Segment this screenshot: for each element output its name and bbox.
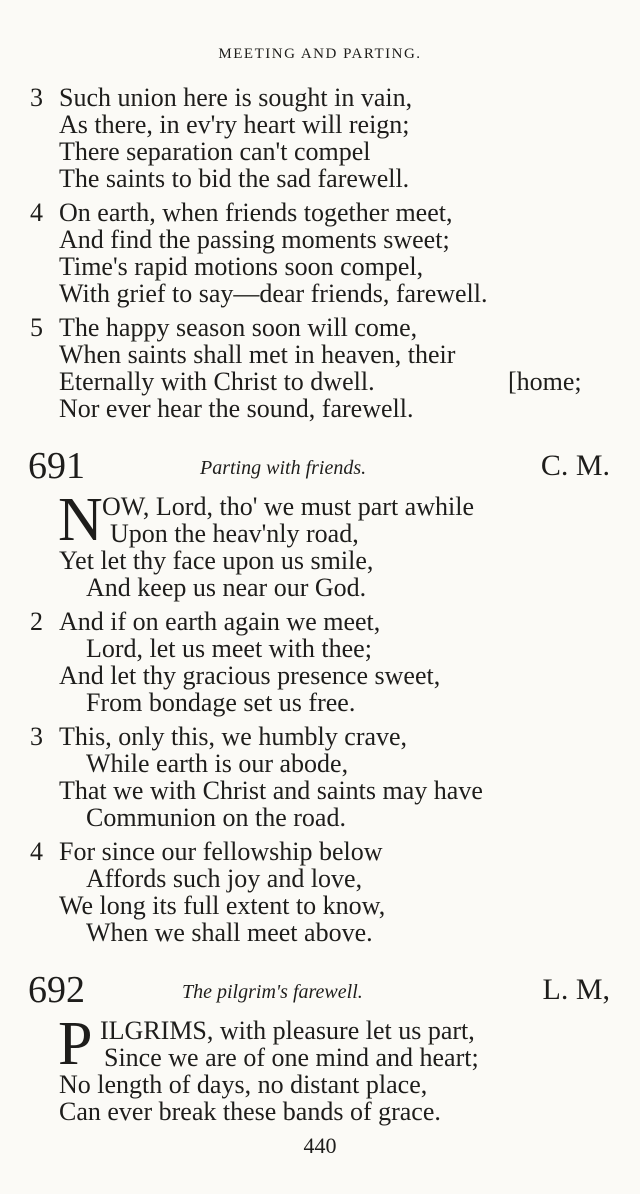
verse-line: Eternally with Christ to dwell. — [59, 367, 375, 396]
verse-line: Yet let thy face upon us smile, — [59, 546, 374, 575]
hymn-title: The pilgrim's farewell. — [182, 981, 363, 1003]
verse-line: Since we are of one mind and heart; — [104, 1043, 479, 1072]
verse-line: Nor ever hear the sound, farewell. — [59, 394, 414, 423]
verse-line: The happy season soon will come, — [59, 313, 418, 342]
verse-line: From bondage set us free. — [86, 688, 356, 717]
verse-line: ILGRIMS, with pleasure let us part, — [100, 1016, 475, 1045]
verse-line: When saints shall met in heaven, their — [59, 340, 456, 369]
hymn-number: 692 — [28, 969, 85, 1011]
drop-cap: N — [58, 486, 103, 554]
verse-line: Affords such joy and love, — [86, 864, 363, 893]
verse-line: Time's rapid motions soon compel, — [59, 252, 424, 281]
verse-line: On earth, when friends together meet, — [59, 198, 453, 227]
verse-line: We long its full extent to know, — [59, 891, 386, 920]
verse-line: OW, Lord, tho' we must part awhile — [102, 492, 474, 521]
verse-line: With grief to say—dear friends, farewell. — [59, 279, 488, 308]
verse-line: And keep us near our God. — [86, 573, 367, 602]
verse-line: That we with Christ and saints may have — [59, 776, 483, 805]
running-header: MEETING AND PARTING. — [218, 46, 422, 62]
verse-line: Such union here is sought in vain, — [59, 83, 413, 112]
hymn-meter: L. M, — [542, 973, 610, 1006]
verse-line: This, only this, we humbly crave, — [59, 722, 408, 751]
verse-line: When we shall meet above. — [86, 918, 373, 947]
drop-cap: P — [58, 1010, 93, 1078]
verse-line: While earth is our abode, — [86, 749, 349, 778]
verse-line: No length of days, no distant place, — [59, 1070, 428, 1099]
hymn-heading — [0, 446, 640, 486]
verse-line: Upon the heav'nly road, — [110, 519, 359, 548]
stanza-number: 2 — [30, 607, 43, 636]
verse-line: Can ever break these bands of grace. — [59, 1097, 441, 1126]
hymn-number: 691 — [28, 445, 85, 487]
verse-line: And let thy gracious presence sweet, — [59, 661, 441, 690]
verse-line: For since our fellowship below — [59, 837, 383, 866]
page-number: 440 — [303, 1133, 337, 1158]
stanza-number: 4 — [30, 198, 43, 227]
verse-line: Lord, let us meet with thee; — [86, 634, 372, 663]
stanza-number: 3 — [30, 722, 43, 751]
verse-line-overflow: [home; — [508, 367, 582, 396]
verse-line: And if on earth again we meet, — [59, 607, 381, 636]
stanza-number: 3 — [30, 83, 43, 112]
hymn-heading — [0, 970, 640, 1010]
hymn-meter: C. M. — [540, 449, 610, 482]
verse-line: There separation can't compel — [59, 137, 371, 166]
verse-line: As there, in ev'ry heart will reign; — [59, 110, 410, 139]
verse-line: And find the passing moments sweet; — [59, 225, 450, 254]
verse-line: The saints to bid the sad farewell. — [59, 164, 410, 193]
stanza-number: 5 — [30, 313, 43, 342]
hymn-title: Parting with friends. — [200, 457, 367, 479]
stanza-number: 4 — [30, 837, 43, 866]
verse-line: Communion on the road. — [86, 803, 346, 832]
